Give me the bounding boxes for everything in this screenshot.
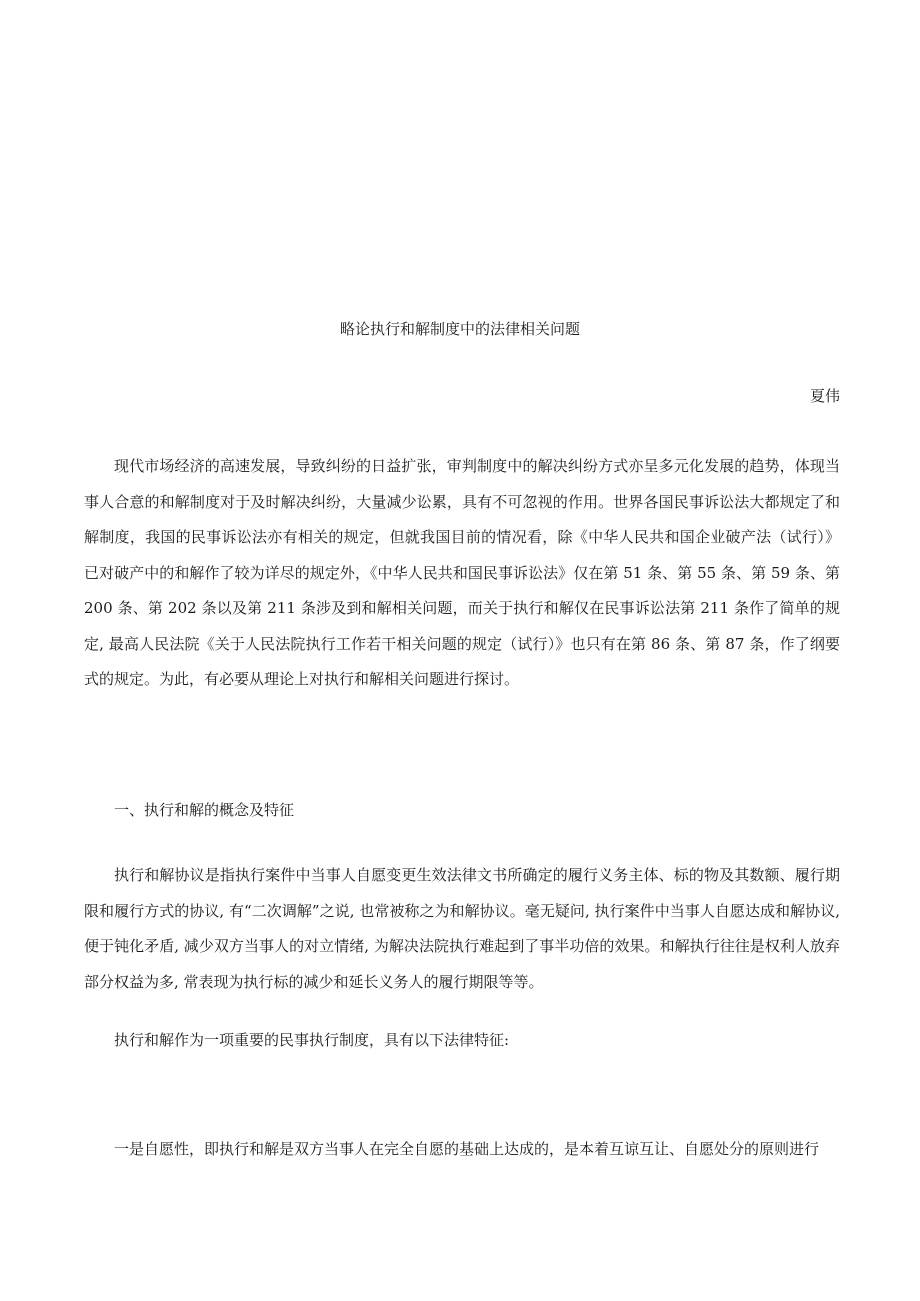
body-paragraph: 执行和解协议是指执行案件中当事人自愿变更生效法律文书所确定的履行义务主体、标的物及其数额、履行期限和履行方式的协议, 有“二次调解”之说, 也常被称之为和解协议。毫无疑问, 执行案件中当事人自愿达成和解协议, 便于钝化矛盾, 减少双方当事人的对立情绪, 为解决法院执行难起到了事半功倍的效果。和解执行往往是权利人放弃部分权益为多, 常表现为执行标的减少和延长义务人的履行期限等等。: [84, 866, 840, 991]
body-paragraph: 现代市场经济的高速发展，导致纠纷的日益扩张，审判制度中的解决纠纷方式亦呈多元化发展的趋势，体现当事人合意的和解制度对于及时解决纠纷，大量减少讼累，具有不可忽视的作用。世界各国民事诉讼法大都规定了和解制度，我国的民事诉讼法亦有相关的规定，但就我国目前的情况看，除《中华人民共和国企业破产法（试行）》已对破产中的和解作了较为详尽的规定外，《中华人民共和国民事诉讼法》仅在第 51 条、第 55 条、第 59 条、第 200 条、第 202 条以及第 211 条涉及到和解相关问题，而关于执行和解仅在民事诉讼法第 211 条作了简单的规定, 最高人民法院《关于人民法院执行工作若干相关问题的规定（试行）》也只有在第 86 条、第 87 条，作了纲要式的规定。为此，有必要从理论上对执行和解相关问题进行探讨。: [84, 457, 840, 688]
document-author: 夏伟: [809, 387, 840, 405]
body-paragraph: 一是自愿性，即执行和解是双方当事人在完全自愿的基础上达成的，是本着互谅互让、自愿处分的原则进行: [114, 1140, 820, 1158]
section-heading: 一、执行和解的概念及特征: [114, 801, 295, 819]
body-paragraph: 执行和解作为一项重要的民事执行制度，具有以下法律特征:: [114, 1031, 510, 1049]
document-title: 略论执行和解制度中的法律相关问题: [339, 320, 580, 338]
